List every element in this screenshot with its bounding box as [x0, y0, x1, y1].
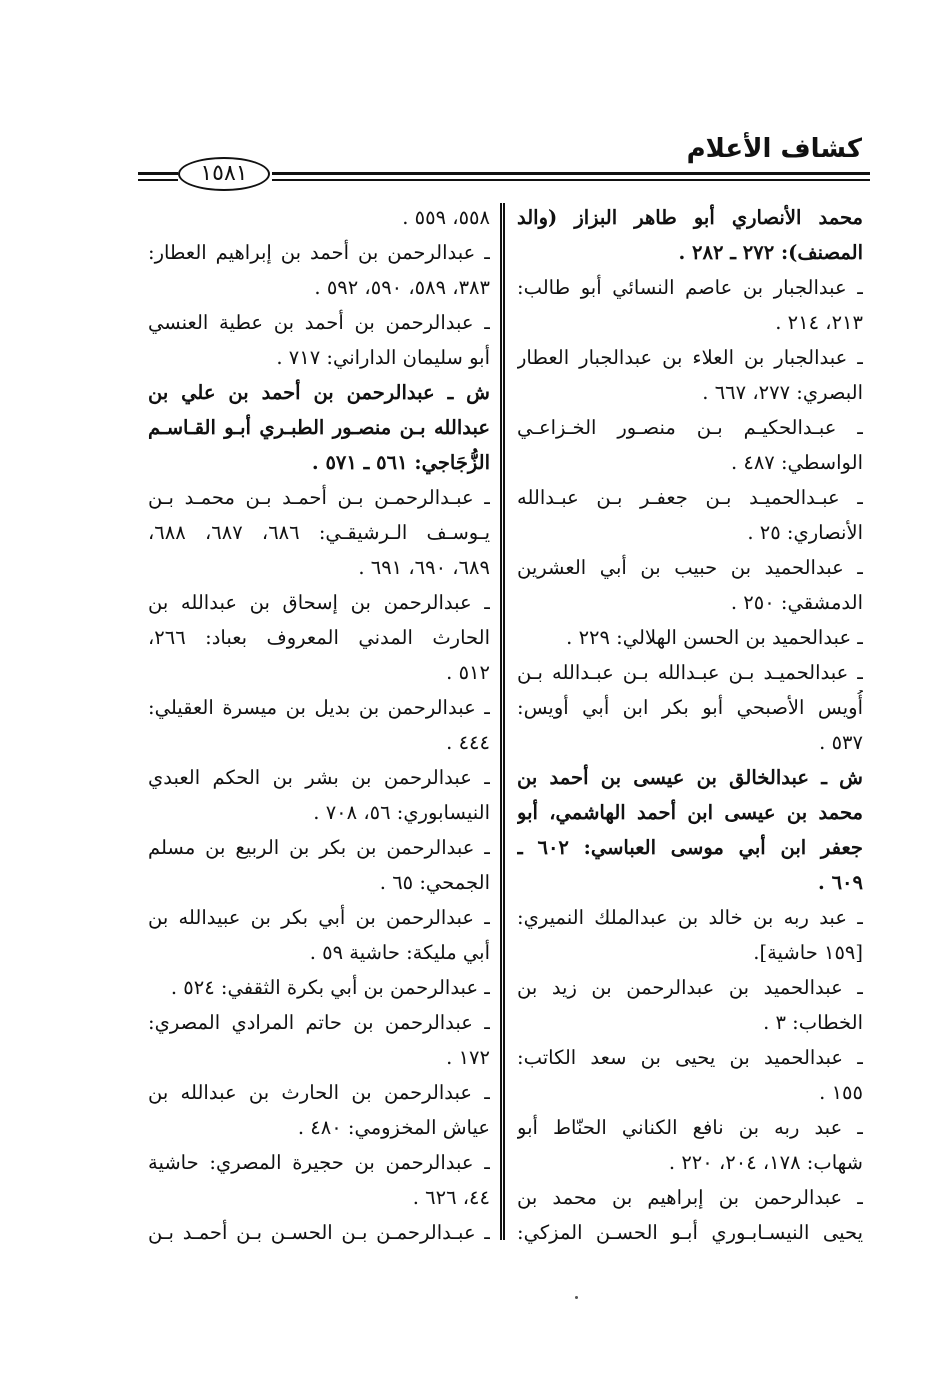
index-line: ٤٤، ٦٢٦ .	[412, 1186, 490, 1209]
header-rule	[272, 179, 870, 181]
header-rule	[138, 172, 178, 175]
index-line: ـ عبدالرحمن بن إسحاق بن عبدالله بن	[148, 591, 490, 614]
index-line: الواسطي: ٤٨٧ .	[730, 451, 863, 474]
index-line: الحارث المدني المعروف بعباد: ٢٦٦،	[148, 626, 490, 649]
index-line: ـ عبدالرحمن بن أبي بكرة الثقفي: ٥٢٤ .	[170, 976, 490, 999]
index-line: ـ عبدالحميد بن حبيب بن أبي العشرين	[517, 556, 863, 579]
index-line: ـ عبد ربه بن نافع الكناني الحنّاط أبو	[517, 1116, 863, 1139]
index-line: النيسابوري: ٥٦، ٧٠٨ .	[313, 801, 490, 824]
index-line: ـ عبدالرحمن بن أبي بكر بن عبيدالله بن	[148, 906, 490, 929]
index-line: يحيى النيسـابـوري أبـو الحسـن المزكي:	[517, 1221, 863, 1244]
index-line: ـ عبدالحميد بن يحيى بن سعد الكاتب:	[517, 1046, 863, 1069]
index-line: يـوسـف الـرشيقـي: ٦٨٦، ٦٨٧، ٦٨٨،	[148, 521, 490, 544]
index-line: ٥٣٧ .	[819, 731, 863, 754]
index-line: جعفر ابن أبي موسى العباسي: ٦٠٢ ـ	[517, 836, 863, 859]
index-line: ـ عبدالجبار بن العلاء بن عبدالجبار العطار	[517, 346, 863, 369]
index-line: ٦٠٩ .	[818, 871, 863, 894]
index-line: ٦٨٩، ٦٩٠، ٦٩١ .	[358, 556, 490, 579]
index-line: ـ عبـدالرحمـن بـن الحسـن بـن أحمـد بـن	[148, 1221, 490, 1244]
index-line: ـ عبـدالرحمـن بـن أحمـد بـن محمـد بـن	[148, 486, 490, 509]
index-line: ـ عبدالرحمن بن إبراهيم بن محمد بن	[517, 1186, 863, 1209]
index-line: ـ عبدالرحمن بن حاتم المرادي المصري:	[148, 1011, 490, 1034]
column-divider	[500, 203, 504, 1240]
index-line: الدمشقي: ٢٥٠ .	[730, 591, 863, 614]
index-line: الزُّجَاجي: ٥٦١ ـ ٥٧١ .	[311, 451, 490, 474]
index-line: ـ عبدالحميد بن عبدالرحمن بن زيد بن	[517, 976, 863, 999]
index-line: ـ عبدالرحمن بن الحارث بن عبدالله بن	[148, 1081, 490, 1104]
index-line: البصري: ٢٧٧، ٦٦٧ .	[702, 381, 863, 404]
index-line: الجمحي: ٦٥ .	[379, 871, 490, 894]
book-title: كشاف الأعلام	[686, 134, 862, 164]
index-line: ـ عبدالرحمن بن بديل بن ميسرة العقيلي:	[148, 696, 490, 719]
index-line: ٤٤٤ .	[446, 731, 490, 754]
index-line: ـ عبـدالحكيـم بـن منصـور الخـزاعـي	[517, 416, 863, 439]
index-line: الأنصاري: ٢٥ .	[747, 521, 863, 544]
index-line: ـ عبدالحميد بن الحسن الهلالي: ٢٢٩ .	[566, 626, 863, 649]
index-line: ٥٥٨، ٥٥٩ .	[402, 206, 490, 229]
index-column-right	[517, 200, 863, 1250]
index-line: الخطاب: ٣ .	[763, 1011, 863, 1034]
index-line: ـ عبدالحميـد بـن عبـدالله بـن عبـدالله بـن	[517, 661, 863, 684]
index-line: ـ عبد ربه بن خالد بن عبدالملك النميري:	[517, 906, 863, 929]
page-number: ١٥٨١	[178, 157, 270, 191]
index-line: ٥١٢ .	[446, 661, 490, 684]
index-line: ـ عبدالرحمن بن حجيرة المصري: حاشية	[148, 1151, 490, 1174]
header-rule	[272, 172, 870, 175]
index-line: محمد بن عيسى ابن أحمد الهاشمي، أبو	[517, 801, 863, 824]
index-line: ١٥٥ .	[819, 1081, 863, 1104]
index-line: ش ـ عبدالرحمن بن أحمد بن علي بن	[148, 381, 490, 404]
index-line: ـ عبدالرحمن بن أحمد بن عطية العنسي	[148, 311, 490, 334]
header-rule	[138, 179, 178, 181]
index-line: ـ عبدالرحمن بن أحمد بن إبراهيم العطار:	[148, 241, 490, 264]
index-line: عياش المخزومي: ٤٨٠ .	[297, 1116, 490, 1139]
index-line: ٢١٣، ٢١٤ .	[775, 311, 863, 334]
page-header	[138, 132, 870, 192]
index-column-left	[148, 200, 490, 1250]
index-line: ١٧٢ .	[446, 1046, 490, 1069]
index-line: ش ـ عبدالخالق بن عيسى بن أحمد بن	[517, 766, 863, 789]
index-line: أُويس الأصبحي أبو بكر ابن أبي أويس:	[517, 696, 863, 719]
index-line: ٣٨٣، ٥٨٩، ٥٩٠، ٥٩٢ .	[314, 276, 490, 299]
index-line: ـ عبدالرحمن بن بشر بن الحكم العبدي	[148, 766, 490, 789]
index-line: المصنف): ٢٧٢ ـ ٢٨٢ .	[678, 241, 863, 264]
index-line: محمد الأنصاري أبو طاهر البزاز (والد	[517, 206, 863, 229]
index-line: أبو سليمان الداراني: ٧١٧ .	[276, 346, 490, 369]
index-line: عبدالله بـن منصـور الطبـري أبـو القـاسـم	[148, 416, 490, 439]
index-line: ـ عبدالرحمن بن بكر بن الربيع بن مسلم	[148, 836, 490, 859]
index-line: ـ عبدالجبار بن عاصم النسائي أبو طالب:	[517, 276, 863, 299]
index-line: ـ عبـدالحميـد بـن جعفـر بـن عبـدالله	[517, 486, 863, 509]
speck	[575, 1296, 578, 1299]
index-line: أبي مليكة: حاشية ٥٩ .	[309, 941, 490, 964]
index-line: شهاب: ١٧٨، ٢٠٤، ٢٢٠ .	[668, 1151, 863, 1174]
index-line: [١٥٩ حاشية].	[753, 941, 863, 964]
